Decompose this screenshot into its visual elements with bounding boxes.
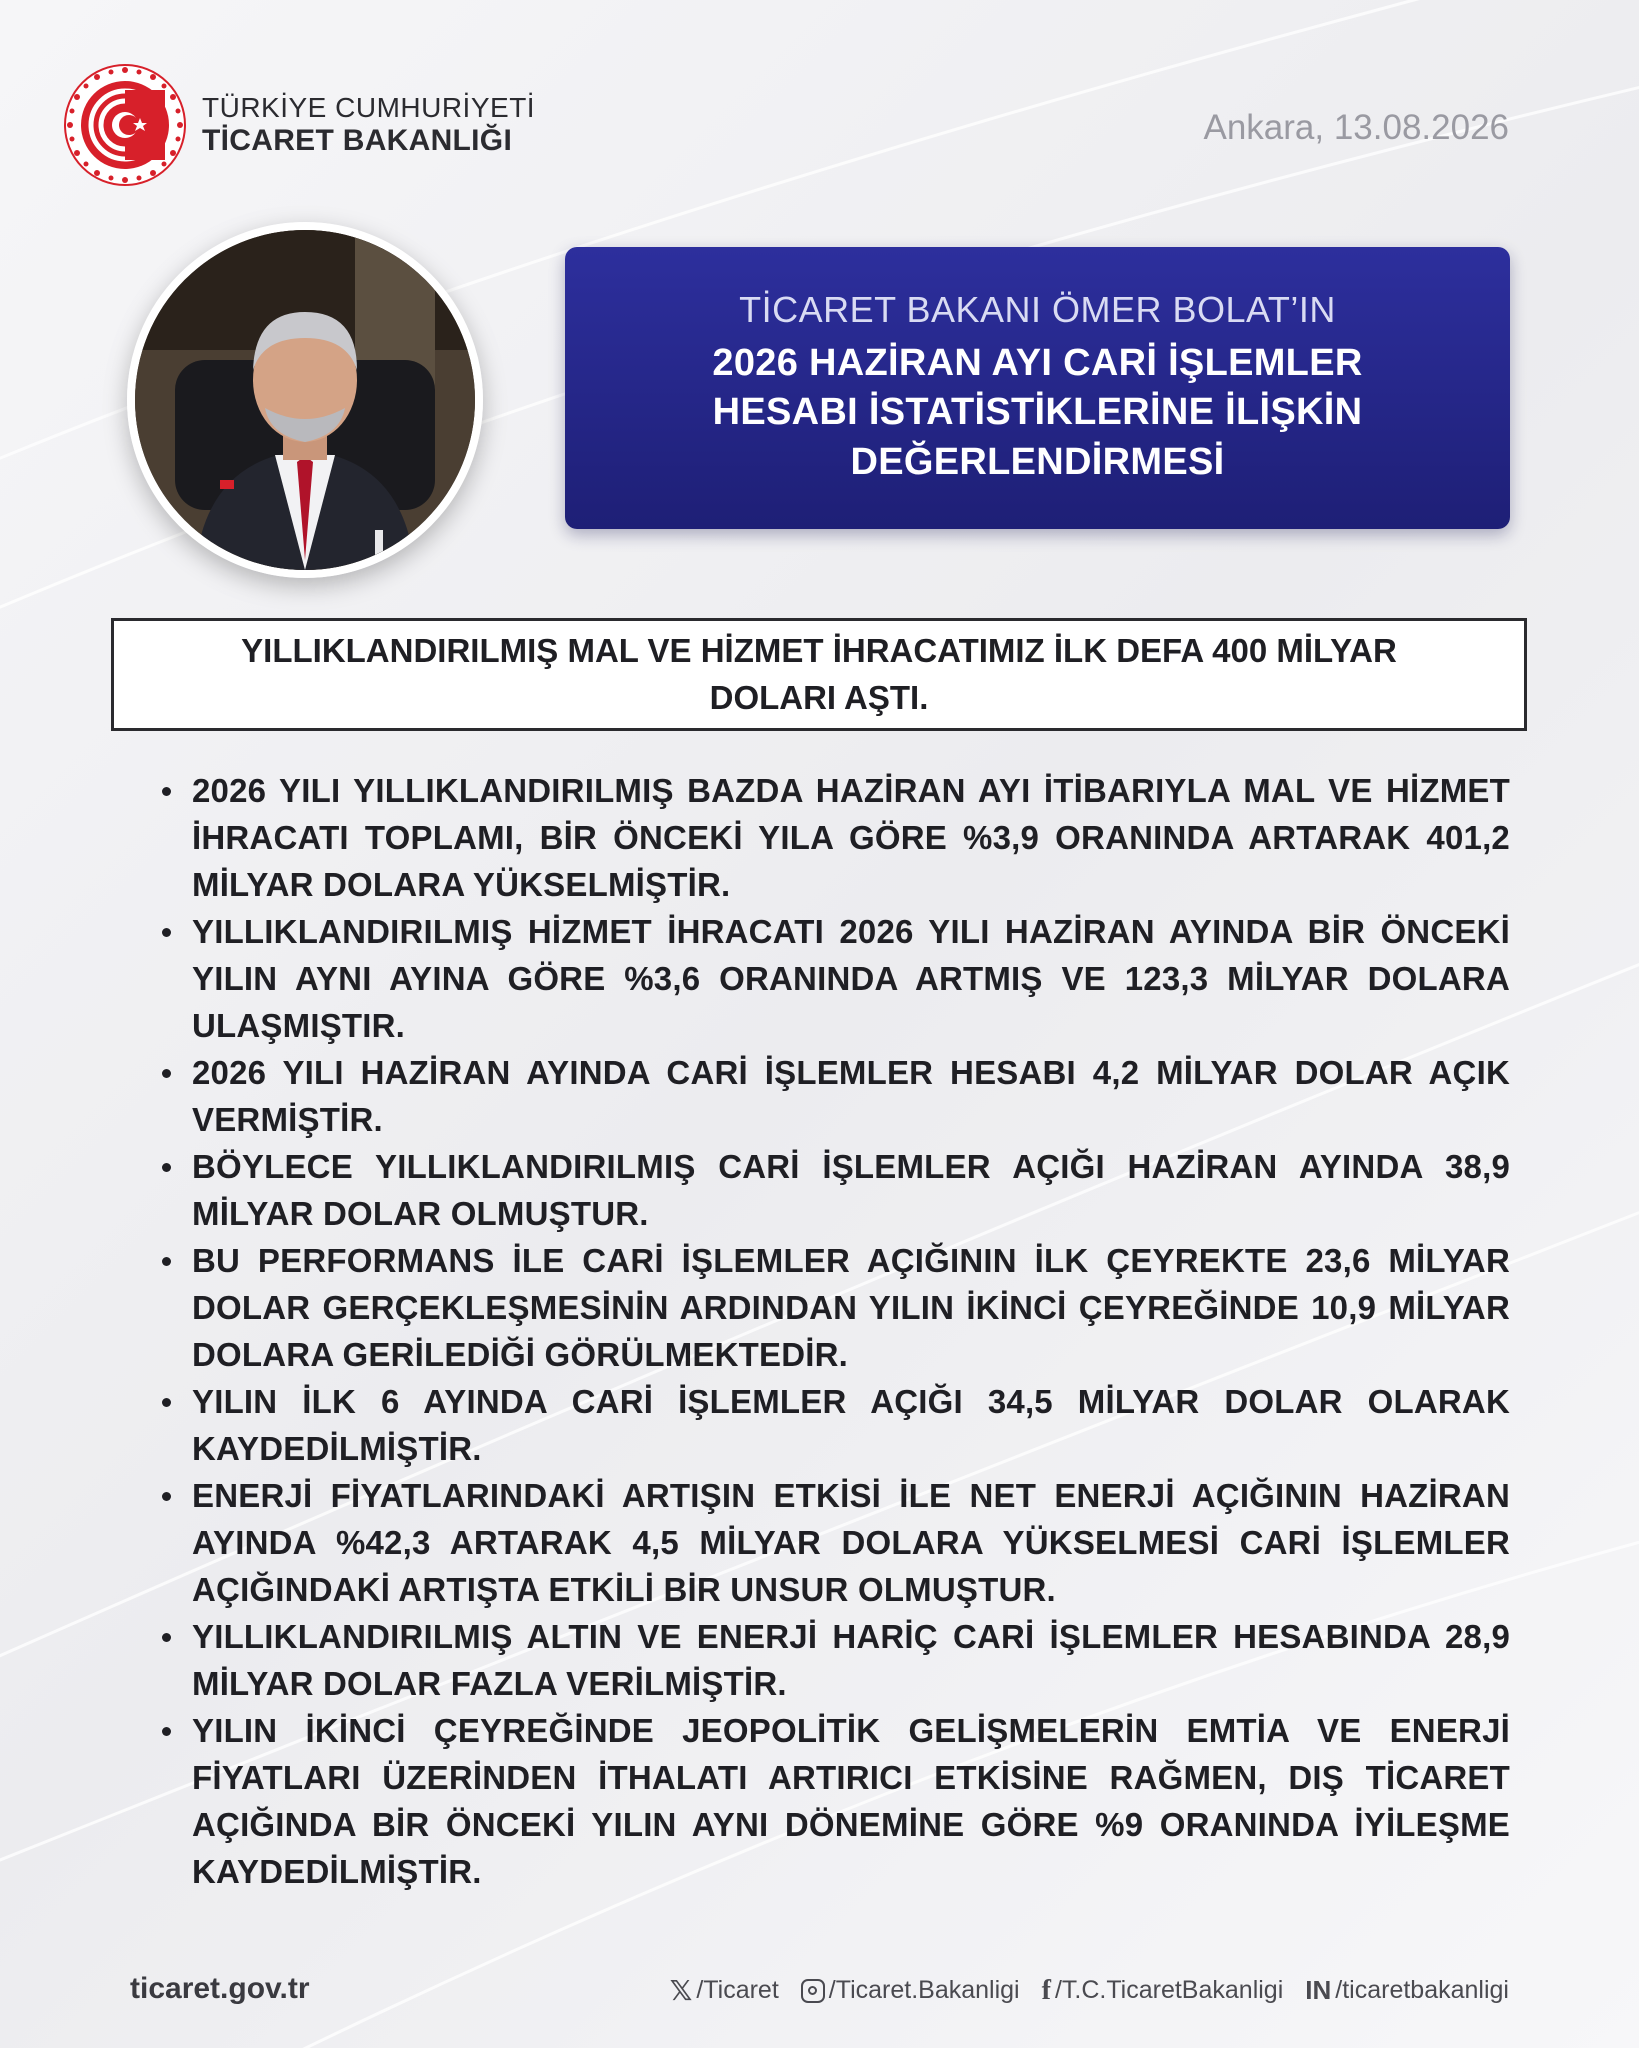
bullet-item: YILLIKLANDIRILMIŞ ALTIN VE ENERJİ HARİÇ CARİ İŞLEMLER HESABINDA 28,9 MİLYAR DOLAR FAZLA VERİLMİŞTİR. bbox=[150, 1613, 1510, 1707]
minister-portrait-illustration bbox=[135, 230, 475, 570]
nsosyal-icon: IN bbox=[1305, 1975, 1332, 2005]
social-instagram-link[interactable] bbox=[801, 1976, 1020, 2005]
press-date: Ankara, 13.08.2026 bbox=[1203, 108, 1509, 147]
social-facebook-link[interactable] bbox=[1042, 1975, 1284, 2007]
title-heading-line2: HESABI İSTATİSTİKLERİNE İLİŞKİN bbox=[712, 391, 1363, 434]
headline-box: YILLIKLANDIRILMIŞ MAL VE HİZMET İHRACATIMIZ İLK DEFA 400 MİLYAR DOLARI AŞTI. bbox=[111, 618, 1527, 731]
title-subheading: TİCARET BAKANI ÖMER BOLAT’IN bbox=[739, 288, 1336, 330]
x-icon: 𝕏 bbox=[669, 1975, 693, 2006]
social-links bbox=[648, 1974, 1509, 2007]
social-facebook-handle: /T.C.TicaretBakanligi bbox=[1054, 1976, 1284, 2004]
social-instagram-handle: /Ticaret.Bakanligi bbox=[828, 1976, 1020, 2004]
facebook-icon: f bbox=[1041, 1974, 1051, 2006]
ministry-name-line2: TİCARET BAKANLIĞI bbox=[202, 123, 513, 157]
bullet-list bbox=[150, 767, 1510, 1895]
social-nsosyal-link[interactable] bbox=[1305, 1975, 1509, 2006]
bullet-item: ENERJİ FİYATLARINDAKİ ARTIŞIN ETKİSİ İLE NET ENERJİ AÇIĞININ HAZİRAN AYINDA %42,3 ARTARAK 4,5 MİLYAR DOLARA YÜKSELMESİ CARİ İŞLEMLER AÇIĞINDAKİ ARTIŞTA ETKİLİ BİR UNSUR OLMUŞTUR. bbox=[150, 1472, 1510, 1613]
bullet-item: YILIN İKİNCİ ÇEYREĞİNDE JEOPOLİTİK GELİŞMELERİN EMTİA VE ENERJİ FİYATLARI ÜZERİNDEN İTHALATI ARTIRICI ETKİSİNE RAĞMEN, DIŞ TİCARET AÇIĞINDA BİR ÖNCEKİ YILIN AYNI DÖNEMİNE GÖRE %9 ORANINDA İYİLEŞME KAYDEDİLMİŞTİR. bbox=[150, 1707, 1510, 1895]
title-heading-line3: DEĞERLENDİRMESİ bbox=[850, 440, 1225, 483]
title-banner bbox=[565, 247, 1510, 529]
bullet-item: BU PERFORMANS İLE CARİ İŞLEMLER AÇIĞININ İLK ÇEYREKTE 23,6 MİLYAR DOLAR GERÇEKLEŞMESİNİN ARDINDAN YILIN İKİNCİ ÇEYREĞİNDE 10,9 MİLYAR DOLARA GERİLEDİĞİ GÖRÜLMEKTEDİR. bbox=[150, 1237, 1510, 1378]
ministry-logo bbox=[60, 60, 190, 190]
bullet-item: 2026 YILI HAZİRAN AYINDA CARİ İŞLEMLER HESABI 4,2 MİLYAR DOLAR AÇIK VERMİŞTİR. bbox=[150, 1049, 1510, 1143]
instagram-icon bbox=[801, 1979, 825, 2003]
bullet-item: BÖYLECE YILLIKLANDIRILMIŞ CARİ İŞLEMLER AÇIĞI HAZİRAN AYINDA 38,9 MİLYAR DOLAR OLMUŞTUR. bbox=[150, 1143, 1510, 1237]
bullet-item: YILIN İLK 6 AYINDA CARİ İŞLEMLER AÇIĞI 34,5 MİLYAR DOLAR OLARAK KAYDEDİLMİŞTİR. bbox=[150, 1378, 1510, 1472]
ministry-logo-block bbox=[60, 60, 535, 190]
bullet-item: 2026 YILI YILLIKLANDIRILMIŞ BAZDA HAZİRAN AYI İTİBARIYLA MAL VE HİZMET İHRACATI TOPLAMI, BİR ÖNCEKİ YILA GÖRE %3,9 ORANINDA ARTARAK 401,2 MİLYAR DOLARA YÜKSELMİŞTİR. bbox=[150, 767, 1510, 908]
social-nsosyal-handle: /ticaretbakanligi bbox=[1335, 1976, 1509, 2004]
ministry-name-line1: TÜRKİYE CUMHURİYETİ bbox=[202, 92, 536, 124]
bullet-item: YILLIKLANDIRILMIŞ HİZMET İHRACATI 2026 YILI HAZİRAN AYINDA BİR ÖNCEKİ YILIN AYNI AYINA GÖRE %3,6 ORANINDA ARTMIŞ VE 123,3 MİLYAR DOLARA ULAŞMIŞTIR. bbox=[150, 908, 1510, 1049]
social-x-handle: /Ticaret bbox=[696, 1976, 779, 2004]
website-link[interactable]: ticaret.gov.tr bbox=[130, 1972, 310, 2005]
title-heading-line1: 2026 HAZİRAN AYI CARİ İŞLEMLER bbox=[712, 341, 1363, 384]
social-x-link[interactable] bbox=[670, 1974, 779, 2007]
minister-portrait bbox=[127, 222, 483, 578]
